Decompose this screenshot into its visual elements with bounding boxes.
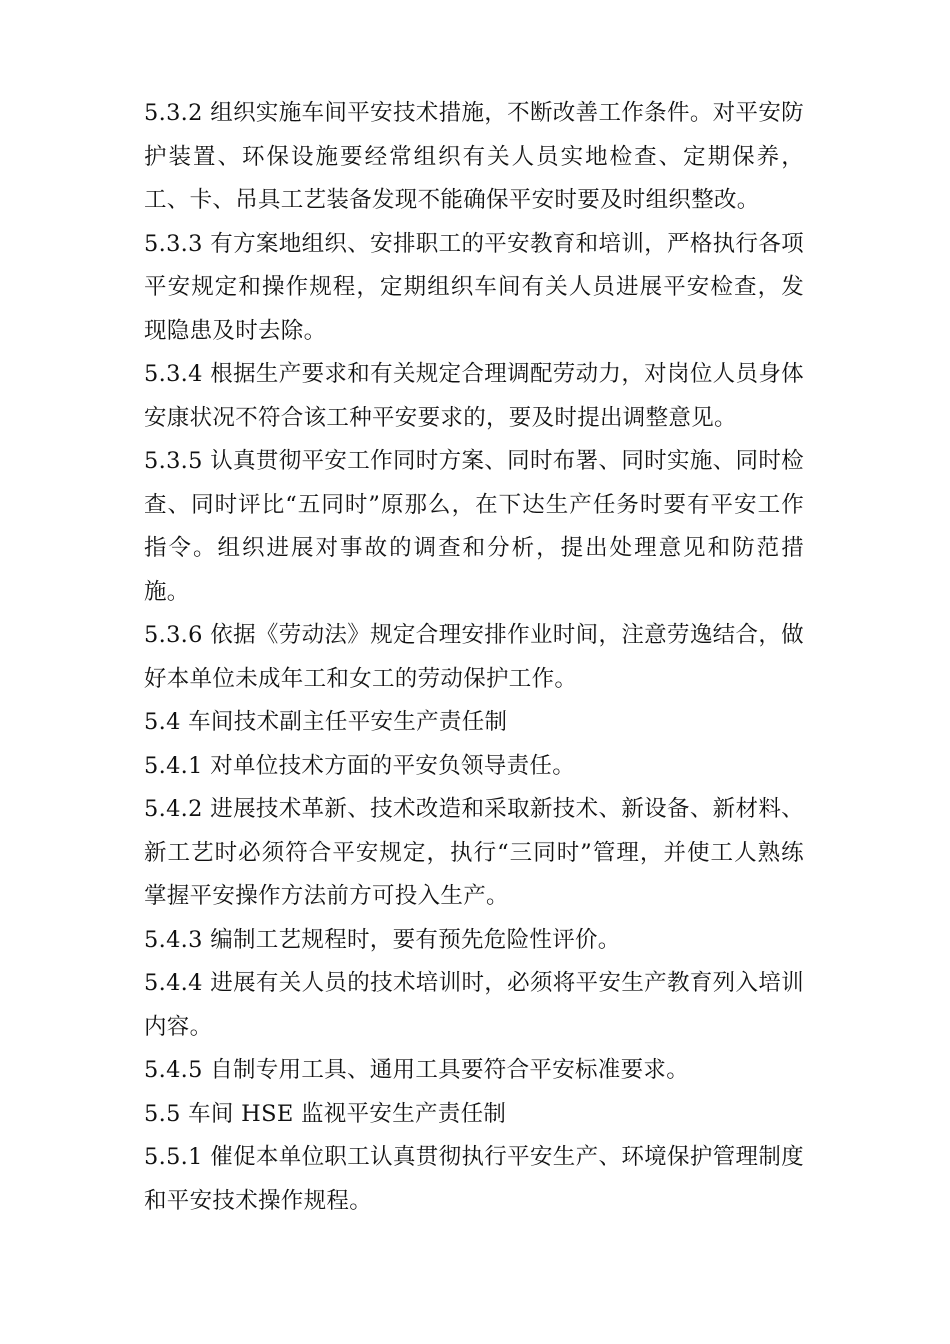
clause-5-3-3: 5.3.3 有方案地组织、安排职工的平安教育和培训，严格执行各项平安规定和操作规程，定期组织车间有关人员进展平安检查，发现隐患及时去除。 [144,230,804,344]
section-5-4-heading: 5.4 车间技术副主任平安生产责任制 [144,709,508,735]
clause-5-3-2: 5.3.2 组织实施车间平安技术措施，不断改善工作条件。对平安防护装置、环保设施要经常组织有关人员实地检查、定期保养，工、卡、吊具工艺装备发现不能确保平安时要及时组织整改。 [144,100,804,213]
section-5-5-heading: 5.5 车间 HSE 监视平安生产责任制 [144,1100,507,1127]
clause-5-4-2: 5.4.2 进展技术革新、技术改造和采取新技术、新设备、新材料、新工艺时必须符合平安规定，执行“三同时”管理，并使工人熟练掌握平安操作方法前方可投入生产。 [144,796,804,909]
clause-5-3-5: 5.3.5 认真贯彻平安工作同时方案、同时布署、同时实施、同时检查、同时评比“五同时”原那么，在下达生产任务时要有平安工作指令。组织进展对事故的调查和分析，提出处理意见和防范措施。 [144,448,804,605]
clause-5-3-6: 5.3.6 依据《劳动法》规定合理安排作业时间，注意劳逸结合，做好本单位未成年工和女工的劳动保护工作。 [144,622,804,692]
clause-5-4-5: 5.4.5 自制专用工具、通用工具要符合平安标准要求。 [144,1057,690,1083]
clause-5-4-4: 5.4.4 进展有关人员的技术培训时，必须将平安生产教育列入培训内容。 [144,970,804,1040]
clause-5-5-1: 5.5.1 催促本单位职工认真贯彻执行平安生产、环境保护管理制度和平安技术操作规程。 [144,1144,804,1214]
document-body [144,92,804,1223]
clause-5-4-1: 5.4.1 对单位技术方面的平安负领导责任。 [144,752,576,779]
clause-5-4-3: 5.4.3 编制工艺规程时，要有预先危险性评价。 [144,926,621,953]
clause-5-3-4: 5.3.4 根据生产要求和有关规定合理调配劳动力，对岗位人员身体安康状况不符合该工种平安要求的，要及时提出调整意见。 [144,361,804,431]
